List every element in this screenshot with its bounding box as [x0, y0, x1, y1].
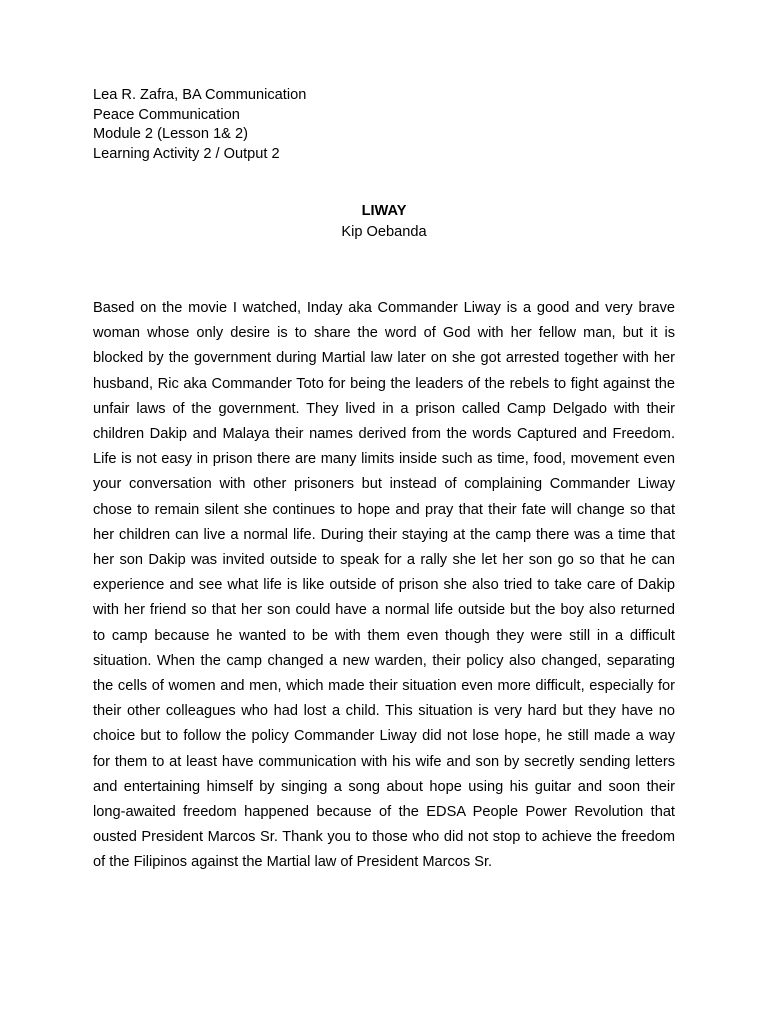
- module-line: Module 2 (Lesson 1& 2): [93, 126, 248, 142]
- author-line: Lea R. Zafra, BA Communication: [93, 87, 307, 103]
- document-title: LIWAY: [361, 203, 407, 219]
- title-block: [93, 201, 675, 242]
- document-director: Kip Oebanda: [341, 224, 427, 240]
- activity-line: Learning Activity 2 / Output 2: [93, 145, 280, 162]
- course-line: Peace Communication: [93, 106, 240, 123]
- body-paragraph: Based on the movie I watched, Inday aka Commander Liway is a good and very brave woman whose only desire is to share the word of God with her fellow man, but it is blocked by the government during Martial law later on she got arrested together with her husband, Ric aka Commander Toto for being the leaders of the rebels to fight against the unfair laws of the government. They lived in a prison called Camp Delgado with their children Dakip and Malaya their names derived from the words Captured and Freedom. Life is not easy in prison there are many limits inside such as time, food, movement even your conversation with other prisoners but instead of complaining Commander Liway chose to remain silent she continues to hope and pray that their fate will change so that her children can live a normal life. During their staying at the camp there was a time that her son Dakip was invited outside to speak for a rally she let her son go so that he can experience and see what life is like outside of prison she also tried to take care of Dakip with her friend so that her son could have a normal life outside but the boy also returned to camp because he wanted to be with them even though they were still in a difficult situation. When the camp changed a new warden, their policy also changed, separating the cells of women and men, which made their situation even more difficult, especially for their other colleagues who had lost a child. This situation is very hard but they have no choice but to follow the policy Commander Liway did not lose hope, he still made a way for them to at least have communication with his wife and son by secretly sending letters and entertaining himself by singing a song about hope using his guitar and soon their long-awaited freedom happened because of the EDSA People Power Revolution that ousted President Marcos Sr. Thank you to those who did not stop to achieve the freedom of the Filipinos against the Martial law of President Marcos Sr.: [93, 300, 675, 871]
- document-header: [93, 86, 593, 164]
